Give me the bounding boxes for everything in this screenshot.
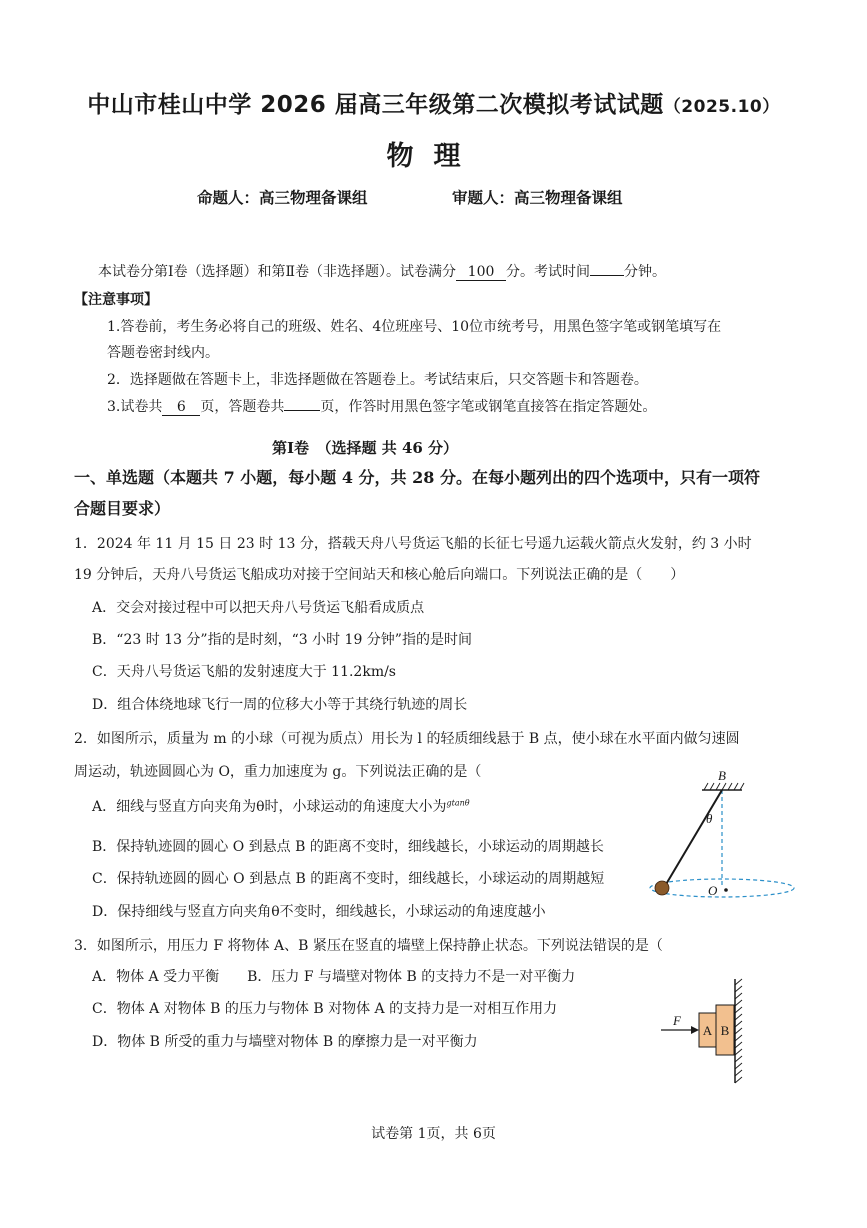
exam-title xyxy=(0,86,867,119)
notice-item-1-cont: 答题卷密封线内。 xyxy=(107,345,219,361)
q2-stem: 2．如图所示，质量为 m 的小球（可视为质点）用长为 l 的轻质细线悬于 B 点，使小球在水平面内做匀速圆 xyxy=(74,731,740,747)
wall-hatch xyxy=(735,979,742,1083)
intro-part3: 分钟。 xyxy=(624,264,667,280)
q3-option-d: D．物体 B 所受的重力与墙壁对物体 B 的摩擦力是一对平衡力 xyxy=(92,1034,478,1050)
item3-part2: 页，答题卷共 xyxy=(200,399,285,415)
ceiling-hatch xyxy=(704,783,744,790)
section-instructions: 一、单选题（本题共 7 小题，每小题 4 分，共 28 分。在每小题列出的四个选项中，只有一项符 xyxy=(74,468,760,487)
intro-part1: 本试卷分第Ⅰ卷（选择题）和第Ⅱ卷（非选择题）。试卷满分 xyxy=(98,264,457,280)
ball xyxy=(655,881,669,895)
q3-stem: 3．如图所示，用压力 F 将物体 A、B 紧压在竖直的墙壁上保持静止状态。下列说法错误的是（ xyxy=(74,938,663,954)
q2-option-d: D．保持细线与竖直方向夹角θ不变时，细线越长，小球运动的角速度越小 xyxy=(92,904,546,920)
page-footer: 试卷第 1页，共 6页 xyxy=(371,1126,496,1142)
title-text: 中山市桂山中学 2026 届高三年级第二次模拟考试试题 xyxy=(87,92,664,118)
label-theta: θ xyxy=(706,811,713,826)
q2-stem-cont: 周运动，轨迹圆圆心为 O，重力加速度为 g。下列说法正确的是（ xyxy=(74,764,482,780)
q2-option-a-text: A．细线与竖直方向夹角为θ时，小球运动的角速度大小为 xyxy=(92,799,447,815)
notice-heading: 【注意事项】 xyxy=(74,292,158,308)
q3-option-ab: A．物体 A 受力平衡 B．压力 F 与墙壁对物体 B 的支持力不是一对平衡力 xyxy=(92,969,576,985)
item3-part3: 页，作答时用黑色签字笔或钢笔直接答在指定答题处。 xyxy=(320,399,657,415)
force-arrow-head xyxy=(691,1026,699,1034)
block-b-label: B xyxy=(720,1023,730,1038)
conical-pendulum-figure xyxy=(640,760,800,920)
q1-option-d: D．组合体绕地球飞行一周的位移大小等于其绕行轨迹的周长 xyxy=(92,697,468,713)
q1-option-b: B．“23 时 13 分”指的是时刻，“3 小时 19 分钟”指的是时间 xyxy=(92,632,472,648)
page-count-blank: 6 xyxy=(162,400,200,416)
label-o: O xyxy=(708,883,718,898)
q2-option-a-formula: gtanθ xyxy=(446,798,470,808)
q1-option-a: A．交会对接过程中可以把天舟八号货运飞船看成质点 xyxy=(92,600,425,616)
q3-option-c: C．物体 A 对物体 B 的压力与物体 B 对物体 A 的支持力是一对相互作用力 xyxy=(92,1001,558,1017)
answer-sheet-pages-blank xyxy=(284,410,320,411)
item3-part1: 3.试卷共 xyxy=(107,399,163,415)
setter-label: 命题人：高三物理备课组 xyxy=(197,189,368,207)
exam-intro xyxy=(98,261,666,281)
notice-item-2: 2．选择题做在答题卡上，非选择题做在答题卷上。考试结束后，只交答题卡和答题卷。 xyxy=(107,372,648,388)
notice-item-3 xyxy=(107,396,656,416)
blocks-against-wall-figure xyxy=(655,975,755,1087)
section-instructions-cont: 合题目要求） xyxy=(74,499,171,518)
q1-stem: 1．2024 年 11 月 15 日 23 时 13 分，搭载天舟八号货运飞船的长征七号遥九运载火箭点火发射，约 3 小时 xyxy=(74,536,752,552)
notice-item-1: 1.答卷前，考生务必将自己的班级、姓名、4位班座号、10位市统考号，用黑色签字笔或钢笔填写在 xyxy=(107,319,722,335)
center-dot xyxy=(724,888,728,892)
q2-option-b: B．保持轨迹圆的圆心 O 到悬点 B 的距离不变时，细线越长，小球运动的周期越长 xyxy=(92,839,604,855)
reviewer-label: 审题人：高三物理备课组 xyxy=(452,189,623,207)
label-b: B xyxy=(718,768,726,783)
q2-option-a xyxy=(92,796,470,816)
exam-time-blank xyxy=(590,275,624,276)
subject-title: 物理 xyxy=(386,141,481,172)
q2-option-c: C．保持轨迹圆的圆心 O 到悬点 B 的距离不变时，细线越长，小球运动的周期越短 xyxy=(92,871,605,887)
full-score-blank: 100 xyxy=(456,265,506,281)
intro-part2: 分。考试时间 xyxy=(506,264,591,280)
string-line xyxy=(665,790,722,886)
q1-option-c: C．天舟八号货运飞船的发射速度大于 11.2km/s xyxy=(92,664,396,680)
q1-stem-cont: 19 分钟后，天舟八号货运飞船成功对接于空间站天和核心舱后向端口。下列说法正确的是（ ） xyxy=(74,567,685,583)
exam-date: （2025.10） xyxy=(663,97,780,117)
label-f: F xyxy=(673,1013,681,1028)
section-heading: 第Ⅰ卷 （选择题 共 46 分） xyxy=(272,439,459,457)
block-a-label: A xyxy=(702,1023,713,1038)
